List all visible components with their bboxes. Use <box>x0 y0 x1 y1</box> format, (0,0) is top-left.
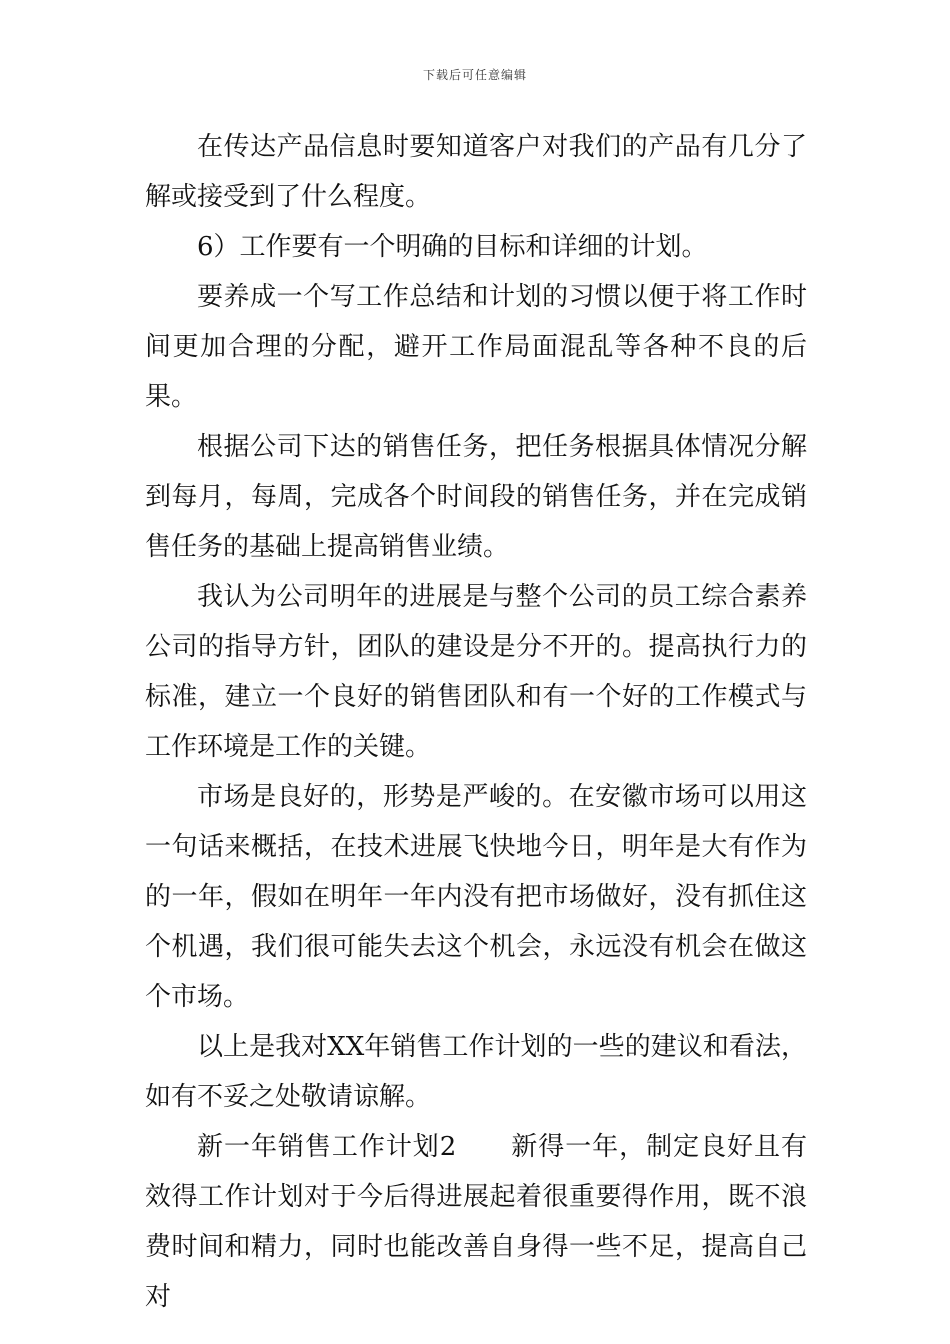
paragraph: 要养成一个写工作总结和计划的习惯以便于将工作时间更加合理的分配，避开工作局面混乱等各种不良的后果。 <box>145 282 807 412</box>
document-body <box>145 122 807 1322</box>
paragraph: 我认为公司明年的进展是与整个公司的员工综合素养公司的指导方针，团队的建设是分不开的。提高执行力的标准，建立一个良好的销售团队和有一个好的工作模式与工作环境是工作的关键。 <box>145 582 807 762</box>
page-header: 下载后可任意编辑 <box>422 68 527 82</box>
paragraph: 以上是我对XX年销售工作计划的一些的建议和看法，如有不妥之处敬请谅解。 <box>145 1032 807 1112</box>
paragraph: 市场是良好的，形势是严峻的。在安徽市场可以用这一句话来概括，在技术进展飞快地今日，明年是大有作为的一年，假如在明年一年内没有把市场做好，没有抓住这个机遇，我们很可能失去这个机会，永远没有机会在做这个市场。 <box>145 782 807 1012</box>
paragraph: 6）工作要有一个明确的目标和详细的计划。 <box>197 232 708 262</box>
paragraph: 根据公司下达的销售任务，把任务根据具体情况分解到每月，每周，完成各个时间段的销售任务，并在完成销售任务的基础上提高销售业绩。 <box>145 432 807 562</box>
paragraph: 新一年销售工作计划2 新得一年，制定良好且有效得工作计划对于今后得进展起着很重要得作用，既不浪费时间和精力，同时也能改善自身得一些不足，提高自己对 <box>145 1132 807 1312</box>
paragraph: 在传达产品信息时要知道客户对我们的产品有几分了解或接受到了什么程度。 <box>145 132 807 212</box>
